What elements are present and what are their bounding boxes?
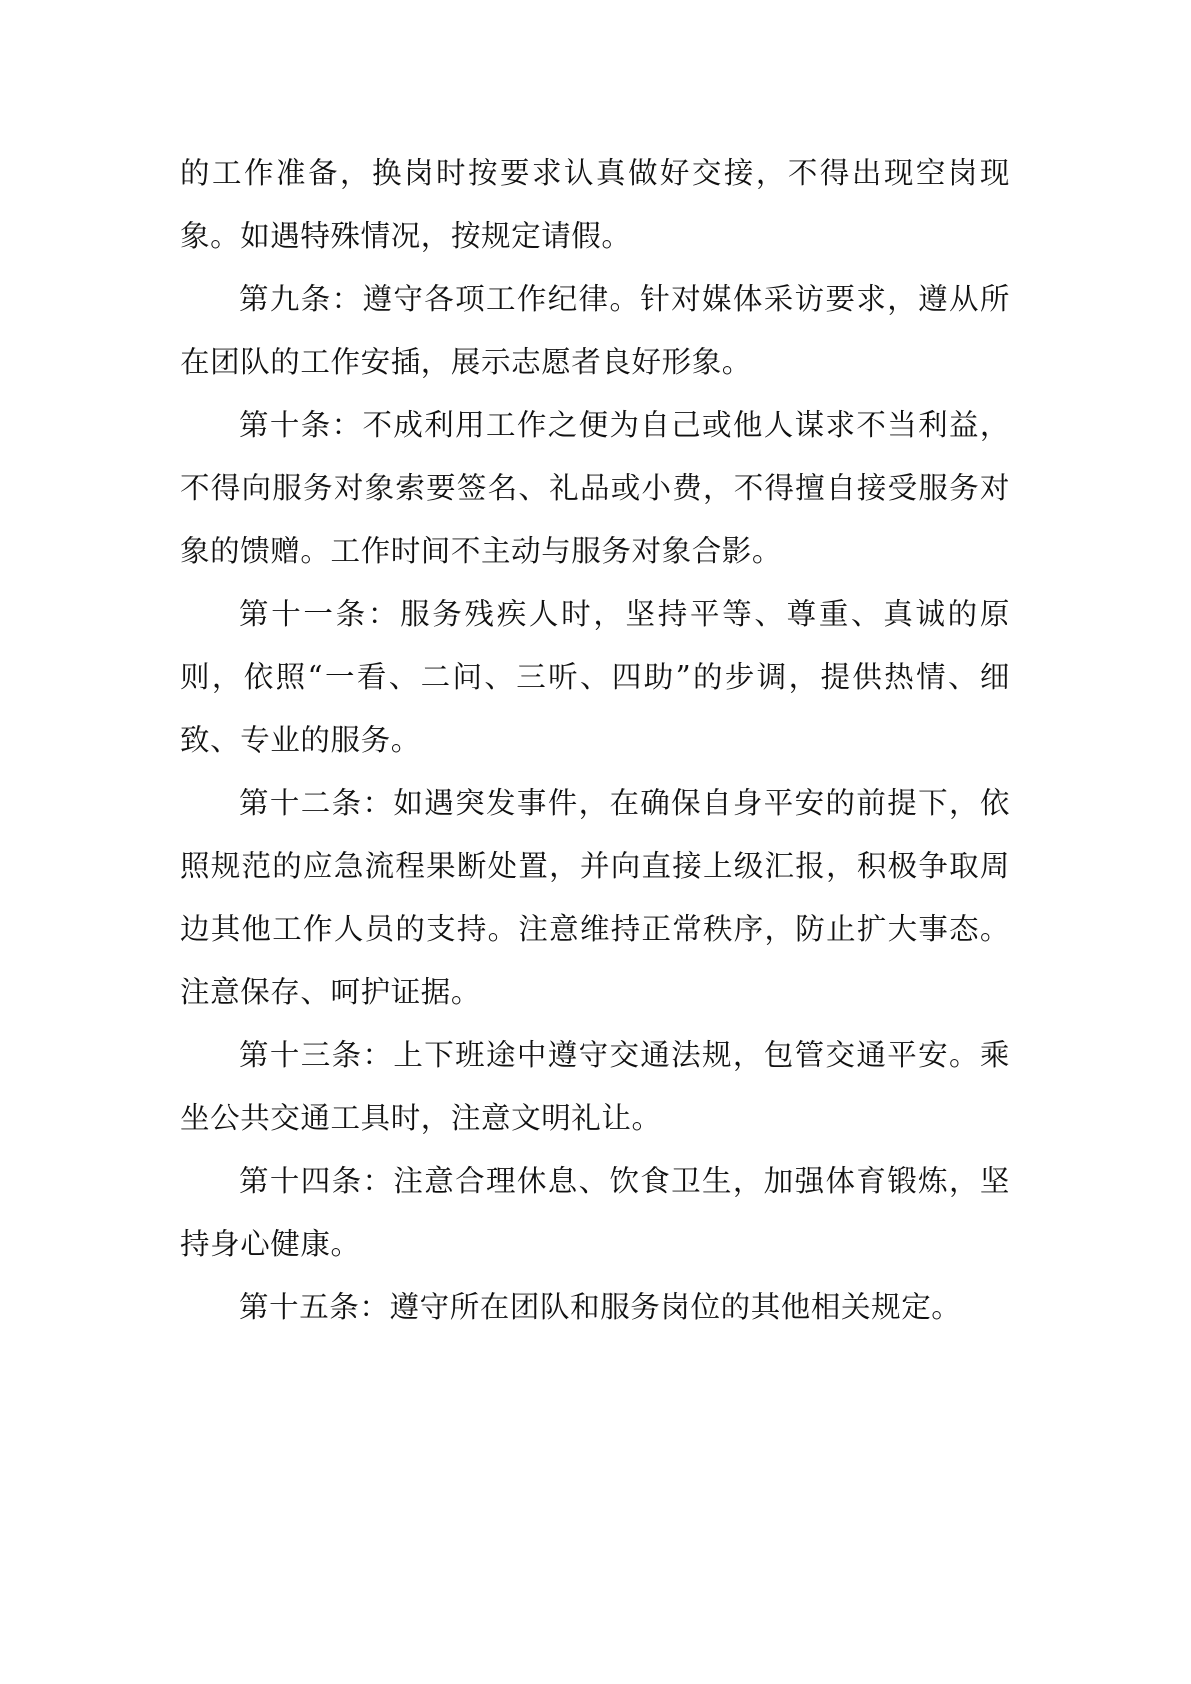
article-13: 第十三条：上下班途中遵守交通法规，包管交通平安。乘坐公共交通工具时，注意文明礼让。 (180, 1038, 1010, 1135)
article-9: 第九条：遵守各项工作纪律。针对媒体采访要求，遵从所在团队的工作安插，展示志愿者良好形象。 (180, 282, 1010, 379)
article-12: 第十二条：如遇突发事件，在确保自身平安的前提下，依照规范的应急流程果断处置，并向直接上级汇报，积极争取周边其他工作人员的支持。注意维持正常秩序，防止扩大事态。注意保存、呵护证据。 (180, 786, 1010, 1009)
article-15: 第十五条：遵守所在团队和服务岗位的其他相关规定。 (239, 1290, 962, 1324)
article-14: 第十四条：注意合理休息、饮食卫生，加强体育锻炼，坚持身心健康。 (180, 1164, 1010, 1261)
document-body (180, 142, 1010, 1339)
paragraph-continued: 的工作准备，换岗时按要求认真做好交接，不得出现空岗现象。如遇特殊情况，按规定请假。 (180, 156, 1010, 253)
article-11: 第十一条：服务残疾人时，坚持平等、尊重、真诚的原则，依照“一看、二问、三听、四助”的步调，提供热情、细致、专业的服务。 (180, 597, 1010, 757)
article-10: 第十条：不成利用工作之便为自己或他人谋求不当利益，不得向服务对象索要签名、礼品或小费，不得擅自接受服务对象的馈赠。工作时间不主动与服务对象合影。 (180, 408, 1010, 568)
